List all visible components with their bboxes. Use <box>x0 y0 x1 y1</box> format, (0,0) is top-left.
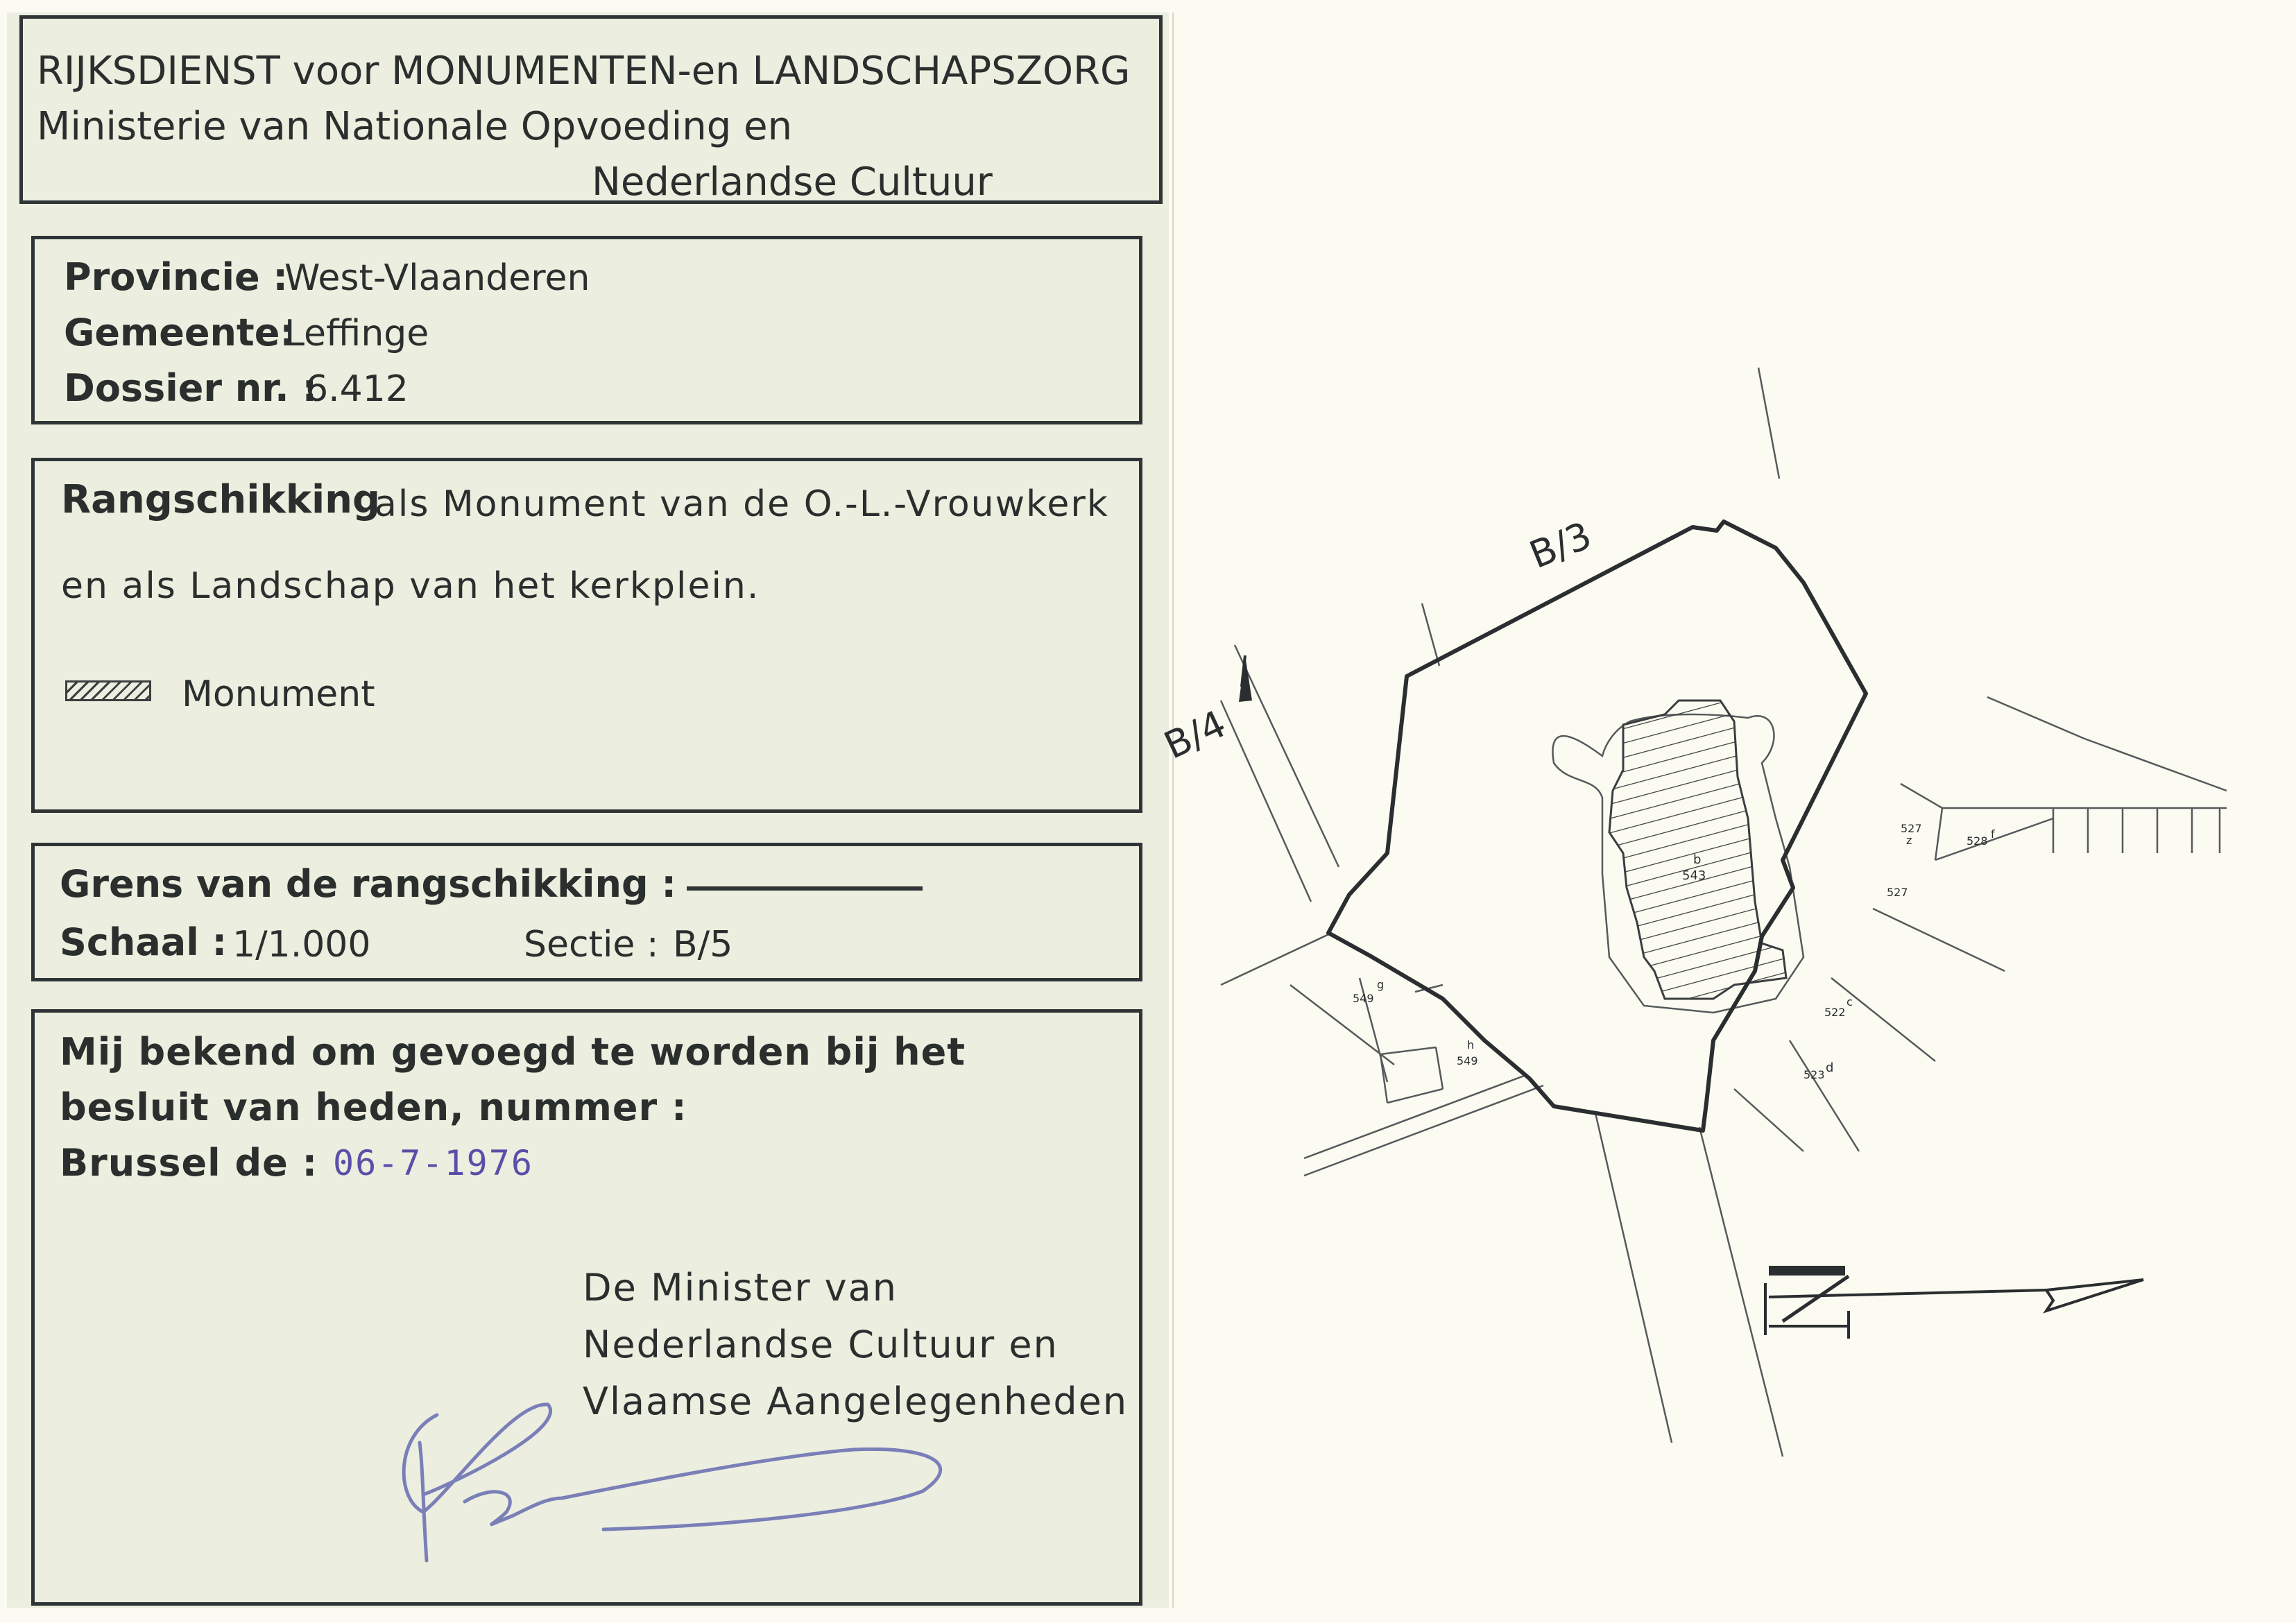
parcel-523: 523 <box>1804 1068 1825 1081</box>
dossier-value: 6.412 <box>305 368 409 410</box>
label-b3: B/3 <box>1523 513 1597 578</box>
minister-line3: Vlaamse Aangelegenheden <box>583 1380 1129 1423</box>
parcel-543-letter: b <box>1693 852 1702 867</box>
ministry-line2: Nederlandse Cultuur <box>592 160 993 205</box>
parcel-528-letter: f <box>1991 827 1995 841</box>
sectie-label: Sectie : <box>524 924 659 965</box>
parcel-523-letter: d <box>1826 1060 1834 1075</box>
minister-line1: De Minister van <box>583 1266 898 1309</box>
parcel-549g: 549 <box>1353 992 1374 1005</box>
classification-text2: en als Landschap van het kerkplein. <box>61 565 760 607</box>
classification-text1: als Monument van de O.-L.-Vrouwkerk <box>375 483 1109 525</box>
gemeente-label: Gemeente: <box>64 311 295 354</box>
parcel-549g-letter: g <box>1377 978 1385 991</box>
decree-date: 06-7-1976 <box>333 1143 533 1183</box>
minister-line2: Nederlandse Cultuur en <box>583 1323 1059 1366</box>
parcel-549h-letter: h <box>1467 1038 1475 1051</box>
parcel-527: 527 <box>1887 886 1908 899</box>
ministry-line1: Ministerie van Nationale Opvoeding en <box>37 104 793 149</box>
sectie-value: B/5 <box>673 924 733 965</box>
agency-title: RIJKSDIENST voor MONUMENTEN-en LANDSCHAPSZORG <box>37 49 1131 94</box>
dossier-label: Dossier nr. : <box>64 366 318 410</box>
parcel-522: 522 <box>1824 1006 1846 1019</box>
decree-line1: Mij bekend om gevoegd te worden bij het <box>60 1030 966 1074</box>
gemeente-value: Leffinge <box>284 313 429 354</box>
brussel-label: Brussel de : <box>60 1141 318 1185</box>
monument-legend-label: Monument <box>182 673 375 715</box>
grens-label: Grens van de rangschikking : <box>60 862 677 906</box>
parcel-527z-letter: z <box>1906 834 1912 847</box>
parcel-527z: 527 <box>1901 822 1922 835</box>
rangschikking-title: Rangschikking <box>61 477 381 522</box>
provincie-value: West-Vlaanderen <box>284 257 590 299</box>
decree-line2: besluit van heden, nummer : <box>60 1085 687 1129</box>
label-b4: B/4 <box>1157 701 1233 768</box>
provincie-label: Provincie : <box>64 255 288 299</box>
parcel-543: 543 <box>1682 868 1706 883</box>
parcel-549h: 549 <box>1457 1054 1478 1067</box>
schaal-value: 1/1.000 <box>232 924 371 965</box>
parcel-528: 528 <box>1967 834 1988 848</box>
parcel-522-letter: c <box>1847 995 1853 1008</box>
schaal-label: Schaal : <box>60 920 228 964</box>
